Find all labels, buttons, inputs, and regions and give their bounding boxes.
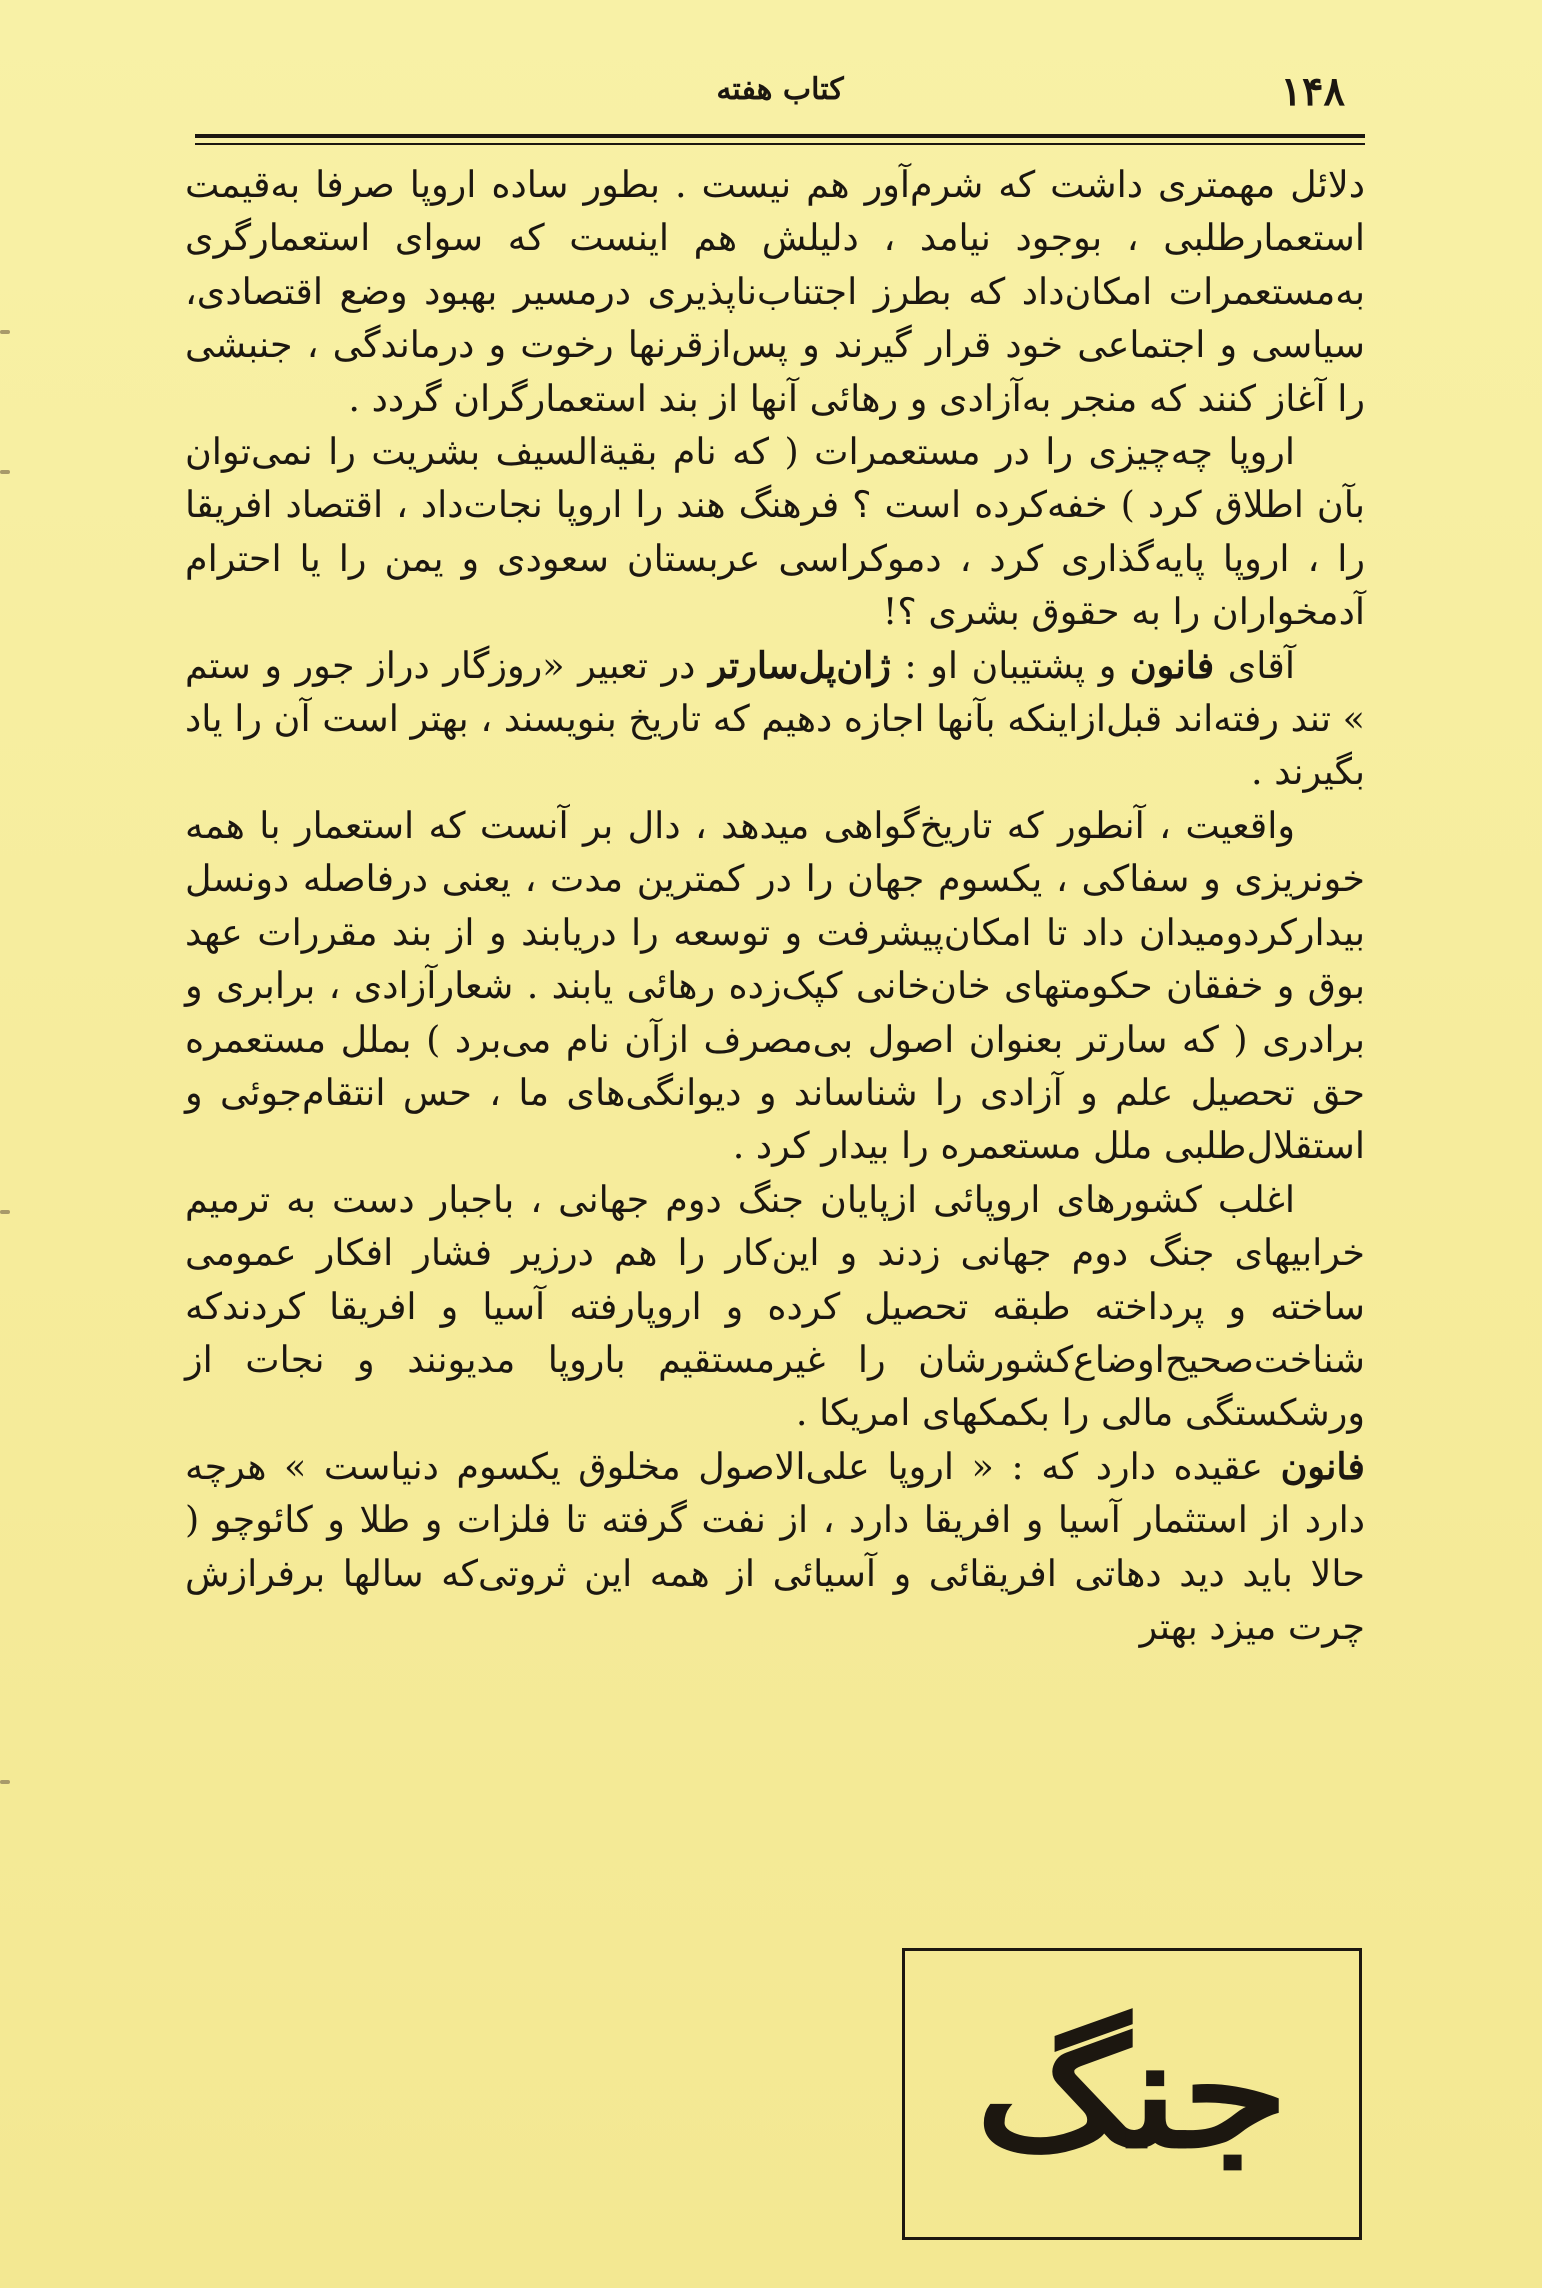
paragraph-3-text-1: آقای xyxy=(1214,643,1296,687)
header-rule-thick xyxy=(195,134,1365,138)
punch-mark xyxy=(0,1210,10,1214)
article-body xyxy=(185,158,1365,1653)
paragraph-5: اغلب کشورهای اروپائی ازپایان جنگ دوم جهانی ، باجبار دست به ترمیم خرابیهای جنگ دوم جهانی زدند و این‌کار را هم درزیر فشار افکار عمومی ساخته و پرداخته طبقه تحصیل کرده و اروپارفته آسیا و افریقا کردندکه شناخت‌صحیح‌اوضاع‌کشورشان را غیرمستقیم باروپا مدیونند و نجات از ورشکستگی مالی را بکمکهای امریکا . xyxy=(185,1177,1365,1435)
punch-mark xyxy=(0,470,10,474)
page-number: ۱۴۸ xyxy=(1280,68,1345,115)
section-title-box xyxy=(902,1948,1362,2240)
paragraph-2: اروپا چه‌چیزی را در مستعمرات ( که نام بقیة‌السیف بشریت را نمی‌توان بآن اطلاق کرد ) خفه‌کرده است ؟ فرهنگ هند را اروپا نجات‌داد ، اقتصاد افریقا را ، اروپا پایه‌گذاری کرد ، دموکراسی عربستان سعودی و یمن را یا احترام آدمخواران را به حقوق بشری ؟! xyxy=(185,430,1365,634)
paragraph-3-text-3: در تعبیر «روزگار دراز جور و ستم » تند رفته‌اند قبل‌ازاینکه بآنها اجازه دهیم که تاریخ بنویسند ، بهتر است آن را یاد بگیرند . xyxy=(185,643,1365,794)
header-rule-thin xyxy=(195,143,1365,145)
name-fanon: فانون xyxy=(1129,643,1215,687)
section-title-war: جنگ xyxy=(975,2006,1289,2182)
punch-mark xyxy=(0,1780,10,1784)
name-fanon-2: فانون xyxy=(1280,1444,1365,1488)
name-sartre: ژان‌پل‌سارتر xyxy=(708,643,891,687)
page-header xyxy=(195,62,1365,132)
running-title: کتاب هفته xyxy=(716,72,844,107)
paragraph-1: دلائل مهمتری داشت که شرم‌آور هم نیست . بطور ساده اروپا صرفا به‌قیمت استعمارطلبی ، بوجود نیامد ، دلیلش هم اینست که سوای استعمارگری به‌مستعمرات امکان‌داد که بطرز اجتناب‌ناپذیری درمسیر بهبود وضع اقتصادی، سیاسی و اجتماعی خود قرار گیرند و پس‌ازقرنها رخوت و درماندگی ، جنبشی را آغاز کنند که منجر به‌آزادی و رهائی آنها از بند استعمارگران گردد . xyxy=(185,163,1365,420)
paragraph-3 xyxy=(185,639,1365,799)
paragraph-6-text: عقیده دارد که : « اروپا علی‌الاصول مخلوق یکسوم دنیاست » هرچه دارد از استثمار آسیا و افریقا دارد ، از نفت گرفته تا فلزات و طلا و کائوچو ( حالا باید دید دهاتی افریقائی و آسیائی از همه این ثروتی‌که سالها برفرازش چرت میزد بهتر xyxy=(185,1444,1365,1648)
paragraph-3-text-2: و پشتیبان او : xyxy=(890,643,1130,687)
paragraph-6 xyxy=(185,1440,1365,1654)
punch-mark xyxy=(0,330,10,334)
paragraph-4: واقعیت ، آنطور که تاریخ‌گواهی میدهد ، دال بر آنست که استعمار با همه خونریزی و سفاکی ، یکسوم جهان را در کمترین مدت ، یعنی درفاصله دونسل بیدارکردومیدان داد تا امکان‌پیشرفت و توسعه را دریابند و از بند مقررات عهد بوق و خفقان حکومتهای خان‌خانی کپک‌زده رهائی یابند . شعارآزادی ، برابری و برادری ( که سارتر بعنوان اصول بی‌مصرف ازآن نام می‌برد ) بملل مستعمره حق تحصیل علم و آزادی را شناساند و دیوانگی‌های ما ، حس انتقام‌جوئی و استقلال‌طلبی ملل مستعمره را بیدار کرد . xyxy=(185,803,1365,1168)
